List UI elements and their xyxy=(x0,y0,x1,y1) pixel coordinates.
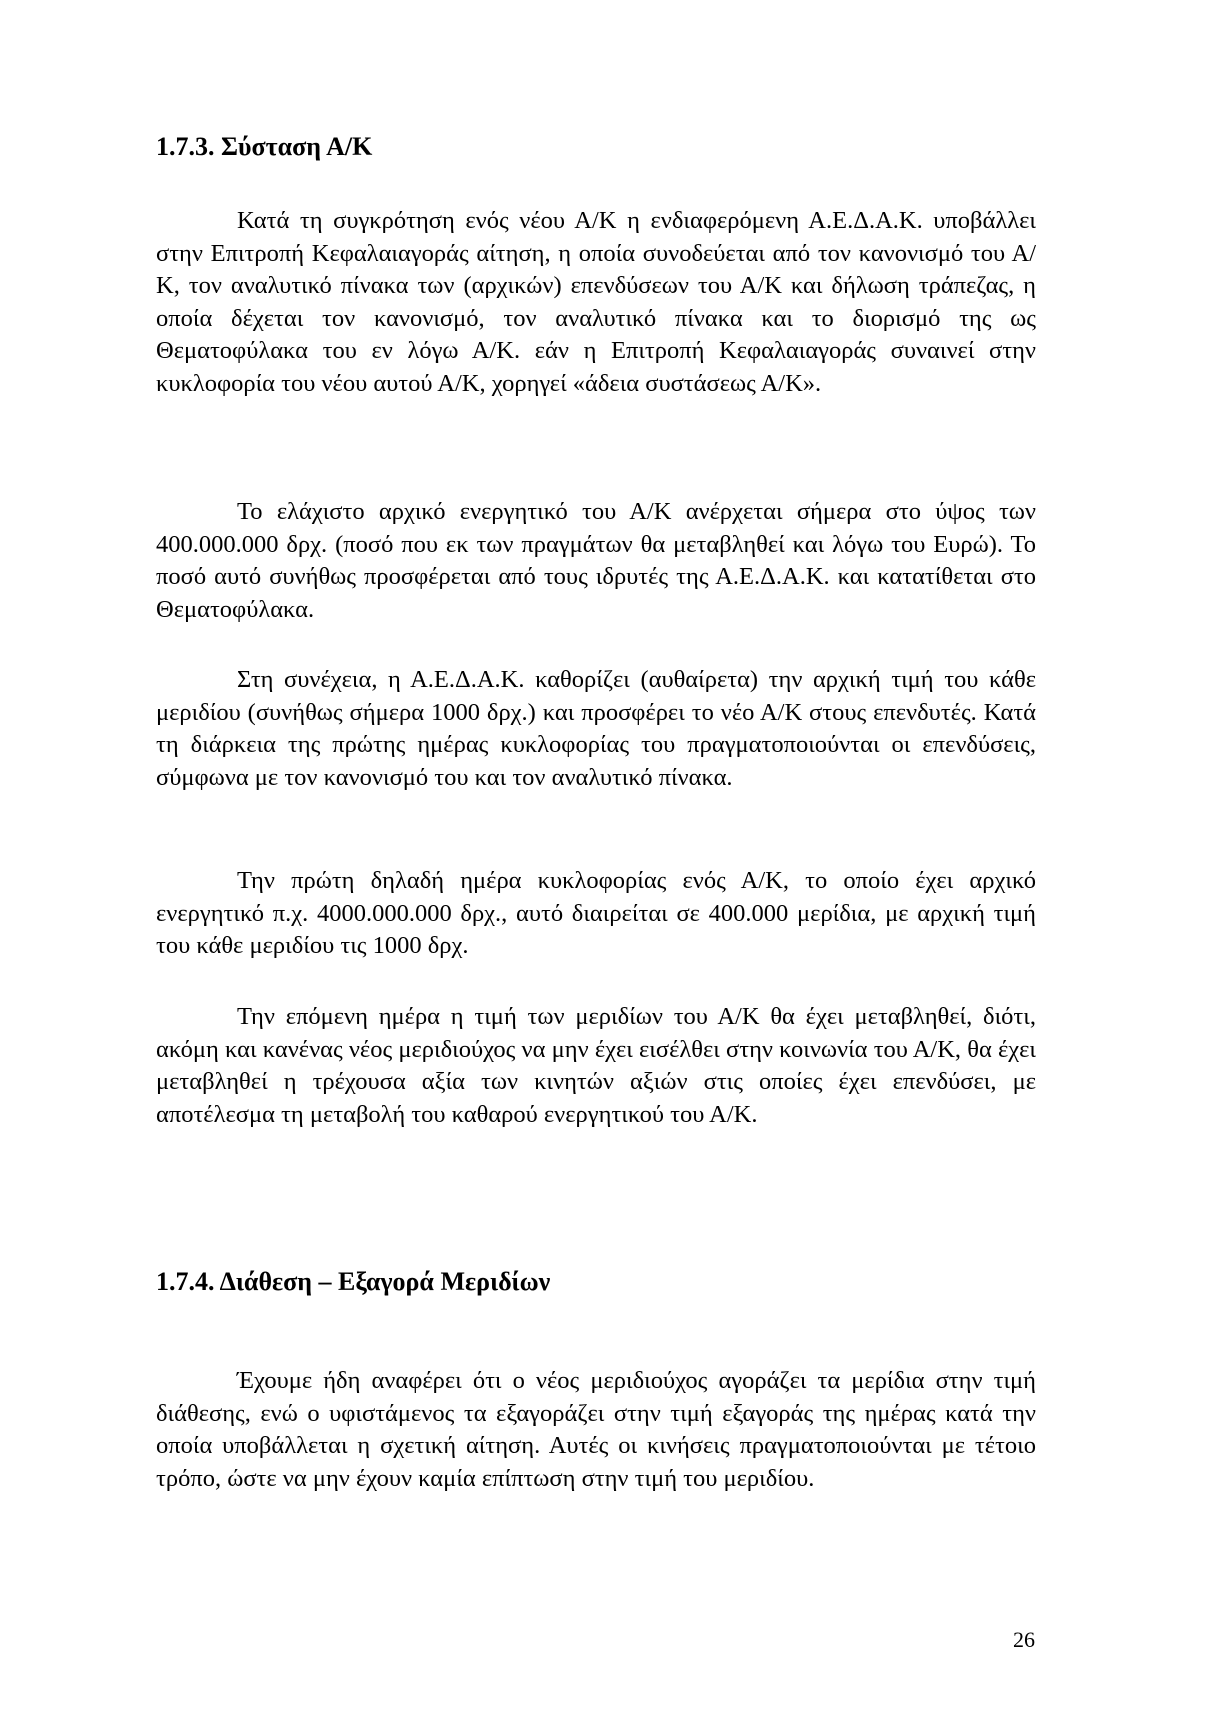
section-heading-1-7-4: 1.7.4. Διάθεση – Εξαγορά Μεριδίων xyxy=(156,1267,551,1296)
section-heading-1-7-3: 1.7.3. Σύσταση Α/Κ xyxy=(156,132,373,161)
paragraph-next-day-change: Την επόμενη ημέρα η τιμή των μεριδίων του Α/Κ θα έχει μεταβληθεί, διότι, ακόμη και κανένας νέος μεριδιούχος να μην έχει εισέλθει στην κοινωνία του Α/Κ, θα έχει μεταβληθεί η τρέχουσα αξία των κινητών αξιών στις οποίες έχει επενδύσει, με αποτέλεσμα τη μεταβολή του καθαρού ενεργητικού του Α/Κ. xyxy=(156,1003,1036,1128)
paragraph-fund-formation: Κατά τη συγκρότηση ενός νέου Α/Κ η ενδιαφερόμενη Α.Ε.Δ.Α.Κ. υποβάλλει στην Επιτροπή Κεφαλαιαγοράς αίτηση, η οποία συνοδεύεται από τον κανονισμό του Α/Κ, τον αναλυτικό πίνακα των (αρχικών) επενδύσεων του Α/Κ και δήλωση τράπεζας, η οποία δέχεται τον κανονισμό, τον αναλυτικό πίνακα και το διορισμό της ως Θεματοφύλακα του εν λόγω Α/Κ. εάν η Επιτροπή Κεφαλαιαγοράς συναινεί στην κυκλοφορία του νέου αυτού Α/Κ, χορηγεί «άδεια συστάσεως Α/Κ». xyxy=(156,207,1036,397)
paragraph-minimum-capital: Το ελάχιστο αρχικό ενεργητικό του Α/Κ ανέρχεται σήμερα στο ύψος των 400.000.000 δρχ. (ποσό που εκ των πραγμάτων θα μεταβληθεί και λόγω του Ευρώ). Το ποσό αυτό συνήθως προσφέρεται από τους ιδρυτές της Α.Ε.Δ.Α.Κ. και κατατίθεται στο Θεματοφύλακα. xyxy=(156,498,1036,623)
page-number: 26 xyxy=(1013,1627,1035,1652)
paragraph-subscription-redemption: Έχουμε ήδη αναφέρει ότι ο νέος μεριδιούχος αγοράζει τα μερίδια στην τιμή διάθεσης, ενώ ο υφιστάμενος τα εξαγοράζει στην τιμή εξαγοράς της ημέρας κατά την οποία υποβάλλεται η σχετική αίτηση. Αυτές οι κινήσεις πραγματοποιούνται με τέτοιο τρόπο, ώστε να μην έχουν καμία επίπτωση στην τιμή του μεριδίου. xyxy=(156,1367,1036,1492)
paragraph-initial-unit-price: Στη συνέχεια, η Α.Ε.Δ.Α.Κ. καθορίζει (αυθαίρετα) την αρχική τιμή του κάθε μεριδίου (συνήθως σήμερα 1000 δρχ.) και προσφέρει το νέο Α/Κ στους επενδυτές. Κατά τη διάρκεια της πρώτης ημέρας κυκλοφορίας του πραγματοποιούνται οι επενδύσεις, σύμφωνα με τον κανονισμό του και τον αναλυτικό πίνακα. xyxy=(156,666,1036,791)
paragraph-first-day-example: Την πρώτη δηλαδή ημέρα κυκλοφορίας ενός Α/Κ, το οποίο έχει αρχικό ενεργητικό π.χ. 4000.000.000 δρχ., αυτό διαιρείται σε 400.000 μερίδια, με αρχική τιμή του κάθε μεριδίου τις 1000 δρχ. xyxy=(156,867,1036,960)
